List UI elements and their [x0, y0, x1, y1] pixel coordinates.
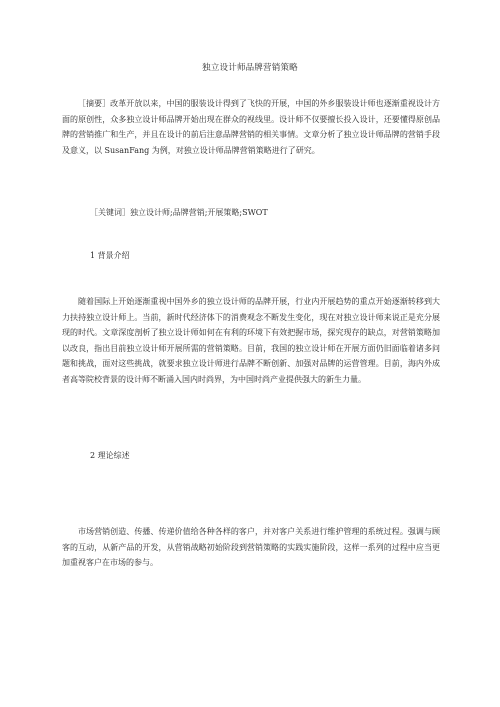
document-title: 独立设计师品牌营销策略	[202, 63, 298, 73]
section-heading-background: 1 背景介绍	[90, 251, 130, 260]
section-body-theory: 市场营销创造、传播、传递价值给各种各样的客户，并对客户关系进行维护管理的系统过程。强调与顾客的互动，从新产品的开发，从营销战略初始阶段到营销策略的实践实施阶段，这样一系列的过程中应当更加重视客户在市场的参与。	[62, 527, 440, 568]
abstract-paragraph: ［摘要］改革开放以来，中国的服装设计得到了飞快的开展，中国的外乡服装设计师也逐渐重视设计方面的原创性，众多独立设计师品牌开始出现在群众的视线里。设计师不仅要擅长投入设计，还要懂得原创品牌的营销推广和生产，并且在设计的前后注意品牌营销的相关事情。文章分析了独立设计师品牌的营销手段及意义，以 SusanFang 为例，对独立设计师品牌营销策略进行了研究。	[62, 99, 440, 155]
keywords-line: ［关键词］独立设计师;品牌营销;开展策略;SWOT	[90, 208, 268, 217]
section-heading-theory: 2 理论综述	[90, 451, 130, 460]
section-body-background: 随着国际上开始逐渐重视中国外乡的独立设计师的品牌开展，行业内开展趋势的重点开始逐渐转移到大力扶持独立设计师上。当前，新时代经济体下的消费观念不断发生变化，现在对独立设计师来说正是充分展现的时代。文章深度剖析了独立设计师如何在有利的环境下有效把握市场，探究现存的缺点，对营销策略加以改良，指出目前独立设计师开展所需的营销策略。目前，我国的独立设计师在开展方面仍旧面临着诸多问题和挑战，面对这些挑战，就要求独立设计师进行品牌不断创新、加强对品牌的运营管理。目前，海内外成者高等院校背景的设计师不断涌入国内时尚界，为中国时尚产业提供强大的新生力量。	[62, 297, 440, 384]
